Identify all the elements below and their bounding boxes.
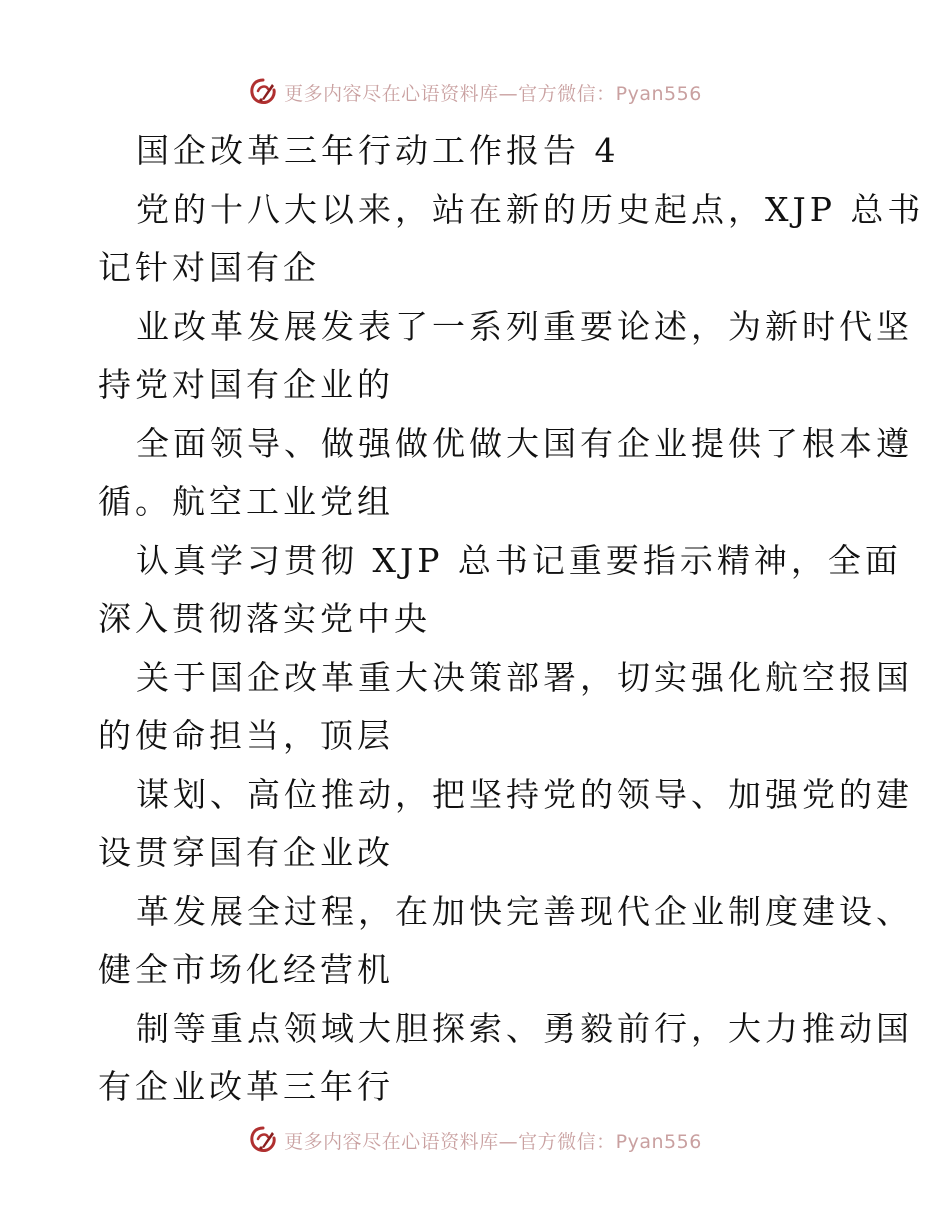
banner-text: 更多内容尽在心语资料库—官方微信：Pyan556 xyxy=(284,1130,702,1153)
pen-swirl-logo-icon xyxy=(248,77,278,107)
text-line: 业改革发展发表了一系列重要论述，为新时代坚 xyxy=(136,306,913,346)
text-line: 制等重点领域大胆探索、勇毅前行，大力推动国 xyxy=(136,1008,913,1048)
document-body xyxy=(98,122,925,1117)
text-line: 国企改革三年行动工作报告 4 xyxy=(136,131,620,170)
text-line: 设贯穿国有企业改 xyxy=(98,833,394,872)
text-line: 有企业改革三年行 xyxy=(98,1067,394,1106)
text-line: 关于国企改革重大决策部署，切实强化航空报国 xyxy=(136,657,913,697)
text-line: 持党对国有企业的 xyxy=(98,365,394,404)
text-line: 的使命担当，顶层 xyxy=(98,716,394,755)
text-line: 记针对国有企 xyxy=(98,248,320,287)
text-line: 认真学习贯彻 XJP 总书记重要指示精神，全面 xyxy=(136,540,902,580)
banner-text: 更多内容尽在心语资料库—官方微信：Pyan556 xyxy=(284,82,702,105)
text-line: 深入贯彻落实党中央 xyxy=(98,599,431,638)
text-line: 全面领导、做强做优做大国有企业提供了根本遵 xyxy=(136,423,913,463)
pen-swirl-logo-icon xyxy=(248,1125,278,1155)
text-line: 循。航空工业党组 xyxy=(98,482,394,521)
header-banner xyxy=(0,72,950,112)
text-line: 谋划、高位推动，把坚持党的领导、加强党的建 xyxy=(136,774,913,814)
text-line: 健全市场化经营机 xyxy=(98,950,394,989)
text-line: 党的十八大以来，站在新的历史起点，XJP 总书 xyxy=(136,189,925,229)
footer-banner xyxy=(0,1120,950,1160)
text-line: 革发展全过程，在加快完善现代企业制度建设、 xyxy=(136,891,913,931)
